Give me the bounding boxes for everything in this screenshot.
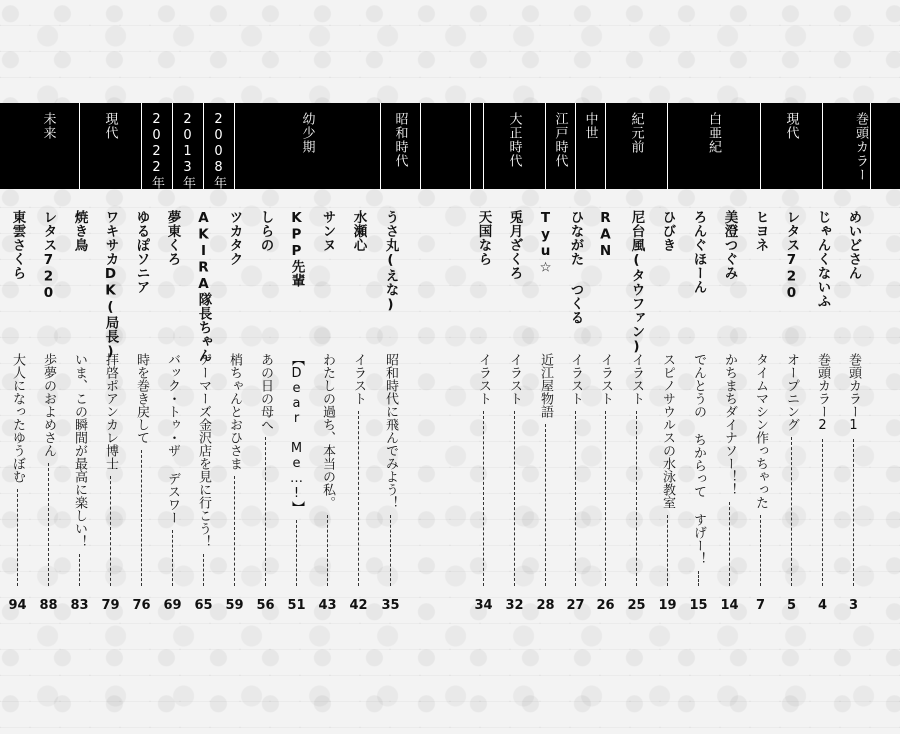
band-divider: [605, 103, 606, 189]
work-title: [807, 353, 838, 588]
leader-dashes: [110, 476, 111, 586]
creator-name: [683, 210, 714, 294]
era-label: 現代: [783, 112, 799, 140]
title-label: イラスト: [476, 353, 491, 405]
leader-dashes: [358, 411, 359, 586]
leader-dashes: [203, 554, 204, 586]
era-label: 紀元前: [628, 112, 644, 154]
creator-name: [714, 210, 745, 280]
title-label: いま、この瞬間が最高に楽しい！: [72, 353, 87, 548]
title-label: 歩夢のおよめさん: [41, 353, 56, 457]
work-title: [219, 353, 250, 588]
band-divider: [667, 103, 668, 189]
toc-entry: [2, 0, 33, 734]
work-title: [312, 353, 343, 588]
leader-dashes: [483, 411, 484, 586]
creator-label: ひながた つくる: [567, 210, 584, 325]
title-label: 【Dear Me…!】: [289, 353, 304, 514]
page-number: 27: [566, 598, 585, 613]
creator-name: [64, 210, 95, 252]
work-title: [250, 353, 281, 588]
creator-label: しらの: [257, 210, 274, 252]
band-divider: [483, 103, 484, 189]
creator-name: [590, 210, 621, 260]
band-divider: [380, 103, 381, 189]
band-divider: [79, 103, 80, 189]
title-label: 梢ちゃんとおひさま: [227, 353, 242, 470]
era-label: 現代: [102, 112, 118, 140]
band-divider: [420, 103, 421, 189]
creator-name: [652, 210, 683, 252]
page-number: 69: [163, 598, 182, 613]
band-divider: [470, 103, 471, 189]
page-number: 42: [349, 598, 368, 613]
creator-name: [188, 210, 219, 363]
creator-name: [499, 210, 530, 280]
toc-entry: [281, 0, 312, 734]
era-header: [545, 112, 575, 168]
leader-dashes: [545, 424, 546, 586]
toc-entry: [250, 0, 281, 734]
creator-label: うさ丸(えな): [382, 210, 399, 313]
page-number: 76: [132, 598, 151, 613]
creator-label: ワキサカDK(局長): [102, 210, 119, 360]
work-title: [33, 353, 64, 588]
leader-dashes: [667, 515, 668, 586]
leader-dashes: [390, 515, 391, 586]
work-title: [621, 353, 652, 588]
creator-label: 尼台風(タウファン): [628, 210, 645, 355]
creator-label: ろんぐほーん: [690, 210, 707, 294]
title-label: 時を巻き戻して: [134, 353, 149, 444]
work-title: [714, 353, 745, 588]
title-label: 昭和時代に飛んでみよう！: [383, 353, 398, 509]
band-divider: [870, 103, 871, 189]
page-number: 25: [627, 598, 646, 613]
page-number: 5: [786, 598, 797, 613]
page-number: 43: [318, 598, 337, 613]
leader-dashes: [853, 439, 854, 586]
leader-dashes: [605, 411, 606, 586]
title-label: ゲーマーズ金沢店を見に行こう！: [196, 353, 211, 548]
title-label: 巻頭カラー1: [846, 353, 861, 433]
band-divider: [141, 103, 142, 189]
work-title: [2, 353, 33, 588]
toc-entry: [621, 0, 652, 734]
title-label: 近江屋物語: [538, 353, 553, 418]
band-divider: [234, 103, 235, 189]
toc-entry: [776, 0, 807, 734]
creator-label: 焼き鳥: [71, 210, 88, 252]
creator-name: [126, 210, 157, 294]
era-label: 白亜紀: [706, 112, 721, 154]
leader-dashes: [327, 515, 328, 586]
title-label: でんとうの ちからって すげー！: [691, 353, 706, 565]
work-title: [683, 353, 714, 588]
work-title: [95, 353, 126, 588]
band-divider: [545, 103, 546, 189]
title-label: タイムマシン作っちゃった: [753, 353, 768, 509]
page-number: 4: [817, 598, 828, 613]
leader-dashes: [48, 463, 49, 586]
creator-name: [343, 210, 374, 252]
title-label: 大人になったゆうぼむ: [10, 353, 25, 483]
era-label: 中世: [582, 112, 598, 140]
page-number: 26: [596, 598, 615, 613]
title-label: かちまちダイナソー！！: [722, 353, 737, 496]
toc-entry: [870, 0, 900, 734]
leader-dashes: [636, 411, 637, 586]
creator-name: [375, 210, 406, 313]
work-title: [281, 353, 312, 588]
creator-name: [281, 210, 312, 288]
page-number: 94: [8, 598, 27, 613]
leader-dashes: [79, 554, 80, 586]
era-label: 江戸時代: [552, 112, 568, 168]
title-label: オープニング: [784, 353, 799, 431]
title-label: イラスト: [598, 353, 613, 405]
leader-dashes: [296, 520, 297, 586]
title-label: バック・トゥ・ザ デスワー: [165, 353, 180, 524]
page-number: 32: [505, 598, 524, 613]
era-label: 巻頭カラー: [853, 112, 868, 182]
work-title: [776, 353, 807, 588]
band-divider: [822, 103, 823, 189]
era-header: [172, 112, 203, 190]
page-number: 59: [225, 598, 244, 613]
creator-name: [530, 210, 561, 276]
creator-label: KPP先輩: [288, 210, 305, 288]
work-title: [838, 353, 869, 588]
title-label: あの日の母へ: [258, 353, 273, 431]
title-label: イラスト: [507, 353, 522, 405]
work-title: [530, 353, 561, 588]
creator-label: ひびき: [659, 210, 676, 252]
era-label: 2022年: [149, 112, 164, 190]
creator-name: [621, 210, 652, 355]
creator-name: [157, 210, 188, 266]
work-title: [157, 353, 188, 588]
work-title: [499, 353, 530, 588]
work-title: [560, 353, 591, 588]
toc-entry: [714, 0, 745, 734]
creator-label: 美澄つぐみ: [721, 210, 738, 280]
leader-dashes: [141, 450, 142, 586]
creator-label: レタス720: [783, 210, 800, 302]
creator-name: [2, 210, 33, 280]
page-number: 88: [39, 598, 58, 613]
page-number: 34: [474, 598, 493, 613]
creator-label: じゃんくないふ: [814, 210, 831, 308]
creator-label: サンヌ: [319, 210, 336, 252]
work-title: [126, 353, 157, 588]
page-number: 65: [194, 598, 213, 613]
page-number: 83: [70, 598, 89, 613]
era-header: [380, 112, 420, 168]
creator-label: 天国なら: [475, 210, 492, 266]
creator-name: [95, 210, 126, 360]
page-number: 15: [689, 598, 708, 613]
era-label: 大正時代: [506, 112, 522, 168]
creator-label: 兎月ざくろ: [506, 210, 523, 280]
page-number: 79: [101, 598, 120, 613]
leader-dashes: [729, 502, 730, 586]
creator-name: [468, 210, 499, 266]
title-label: 拝啓ポアンカレ博士: [103, 353, 118, 470]
work-title: [343, 353, 374, 588]
toc-entry: [343, 0, 374, 734]
creator-name: [560, 210, 591, 325]
creator-label: 東雲さくら: [9, 210, 26, 280]
page-number: 7: [755, 598, 766, 613]
toc-entry: [33, 0, 64, 734]
creator-label: 水瀬心: [350, 210, 367, 252]
leader-dashes: [17, 489, 18, 586]
leader-dashes: [172, 530, 173, 586]
work-title: [188, 353, 219, 588]
era-header: [575, 112, 605, 140]
band-divider: [760, 103, 761, 189]
era-header: [853, 112, 870, 182]
leader-dashes: [514, 411, 515, 586]
page-number: 19: [658, 598, 677, 613]
work-title: [590, 353, 621, 588]
creator-name: [33, 210, 64, 302]
creator-label: ツカタク: [226, 210, 243, 266]
page-number: 3: [848, 598, 859, 613]
title-label: スピノサウルスの水泳教室: [660, 353, 675, 509]
creator-label: ゆるぽソニア: [133, 210, 150, 294]
toc-entry: [95, 0, 126, 734]
era-label: 2008年: [211, 112, 226, 190]
work-title: [652, 353, 683, 588]
creator-label: Tyu☆: [537, 210, 554, 276]
toc-entry: [312, 0, 343, 734]
creator-label: AKIRA隊長ちゃん: [195, 210, 212, 363]
leader-dashes: [698, 571, 699, 586]
era-header: [203, 112, 234, 190]
title-label: イラスト: [629, 353, 644, 405]
creator-name: [745, 210, 776, 252]
creator-name: [250, 210, 281, 252]
toc-entry: [425, 0, 456, 734]
page-number: 56: [256, 598, 275, 613]
toc-entry: [499, 0, 530, 734]
leader-dashes: [760, 515, 761, 586]
work-title: [375, 353, 406, 588]
creator-name: [776, 210, 807, 302]
toc-entry: [838, 0, 869, 734]
toc-entry: [683, 0, 714, 734]
creator-label: レタス720: [40, 210, 57, 302]
era-label: 未来: [40, 112, 56, 140]
leader-dashes: [822, 439, 823, 586]
leader-dashes: [265, 437, 266, 586]
creator-label: めいどさん: [845, 210, 862, 280]
leader-dashes: [234, 476, 235, 586]
title-label: 巻頭カラー2: [815, 353, 830, 433]
band-divider: [172, 103, 173, 189]
creator-label: 夢東くろ: [164, 210, 181, 266]
page-number: 35: [381, 598, 400, 613]
creator-label: ヒヨネ: [752, 210, 769, 252]
leader-dashes: [575, 411, 576, 586]
title-label: わたしの過ち、本当の私。: [320, 353, 335, 509]
work-title: [745, 353, 776, 588]
era-label: 幼少期: [299, 112, 315, 154]
work-title: [64, 353, 95, 588]
page-number: 28: [536, 598, 555, 613]
work-title: [468, 353, 499, 588]
creator-name: [807, 210, 838, 308]
leader-dashes: [791, 437, 792, 586]
page-number: 51: [287, 598, 306, 613]
title-label: イラスト: [351, 353, 366, 405]
page-number: 14: [720, 598, 739, 613]
creator-name: [312, 210, 343, 252]
era-label: 昭和時代: [392, 112, 408, 168]
creator-name: [219, 210, 250, 266]
title-label: イラスト: [568, 353, 583, 405]
creator-name: [838, 210, 869, 280]
band-divider: [203, 103, 204, 189]
band-divider: [575, 103, 576, 189]
era-label: 2013年: [180, 112, 195, 190]
creator-label: RAN: [597, 210, 614, 260]
era-header: [141, 112, 172, 190]
